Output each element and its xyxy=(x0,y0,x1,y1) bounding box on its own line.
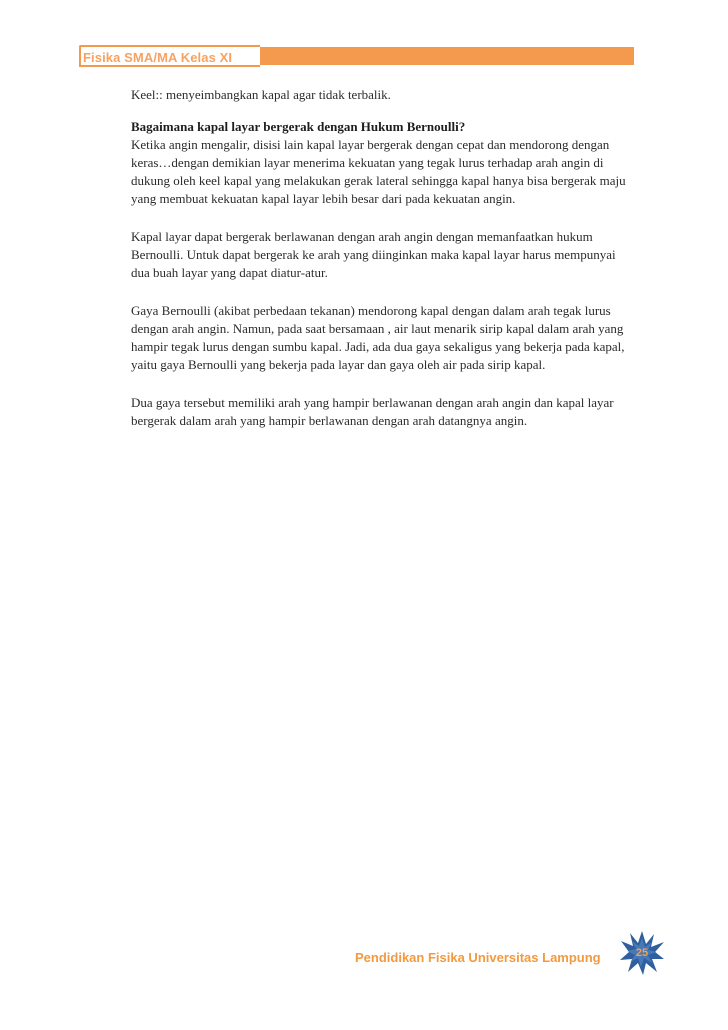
page-number: 25 xyxy=(635,947,649,959)
page-badge xyxy=(619,930,665,976)
header-tab xyxy=(79,45,260,67)
page-header xyxy=(79,45,634,67)
paragraph-1: Ketika angin mengalir, disisi lain kapal layar bergerak dengan cepat dan mendorong dengan keras…dengan demikian layar menerima kekuatan yang tegak lurus terhadap arah angin di dukung oleh keel kapal yang melakukan gerak lateral sehingga kapal hanya bisa bergerak maju yang membuat kekuatan kapal layar lebih besar dari pada kekuatan angin. xyxy=(131,137,626,206)
footer-text: Pendidikan Fisika Universitas Lampung xyxy=(355,950,601,965)
section-heading: Bagaimana kapal layar bergerak dengan Hukum Bernoulli? xyxy=(131,119,466,134)
page-content xyxy=(131,86,631,450)
paragraph-2-block xyxy=(131,228,631,282)
paragraph-2: Kapal layar dapat bergerak berlawanan dengan arah angin dengan memanfaatkan hukum Bernoulli. Untuk dapat bergerak ke arah yang diinginkan maka kapal layar harus mempunyai dua buah layar yang dapat diatur-atur. xyxy=(131,229,616,280)
paragraph-4: Dua gaya tersebut memiliki arah yang hampir berlawanan dengan arah angin dan kapal layar bergerak dalam arah yang hampir berlawanan dengan arah datangnya angin. xyxy=(131,395,614,428)
header-bar xyxy=(260,47,634,65)
section-bernoulli xyxy=(131,118,631,208)
paragraph-3-block xyxy=(131,302,631,374)
keel-definition: Keel:: menyeimbangkan kapal agar tidak terbalik. xyxy=(131,87,391,102)
paragraph-4-block xyxy=(131,394,631,430)
paragraph-3: Gaya Bernoulli (akibat perbedaan tekanan) mendorong kapal dengan dalam arah tegak lurus dengan arah angin. Namun, pada saat bersamaan , air laut menarik sirip kapal dalam arah yang hampir tegak lurus dengan sumbu kapal. Jadi, ada dua gaya sekaligus yang bekerja pada kapal, yaitu gaya Bernoulli yang bekerja pada layar dan gaya oleh air pada sirip kapal. xyxy=(131,303,625,372)
header-title: Fisika SMA/MA Kelas XI xyxy=(83,50,233,65)
